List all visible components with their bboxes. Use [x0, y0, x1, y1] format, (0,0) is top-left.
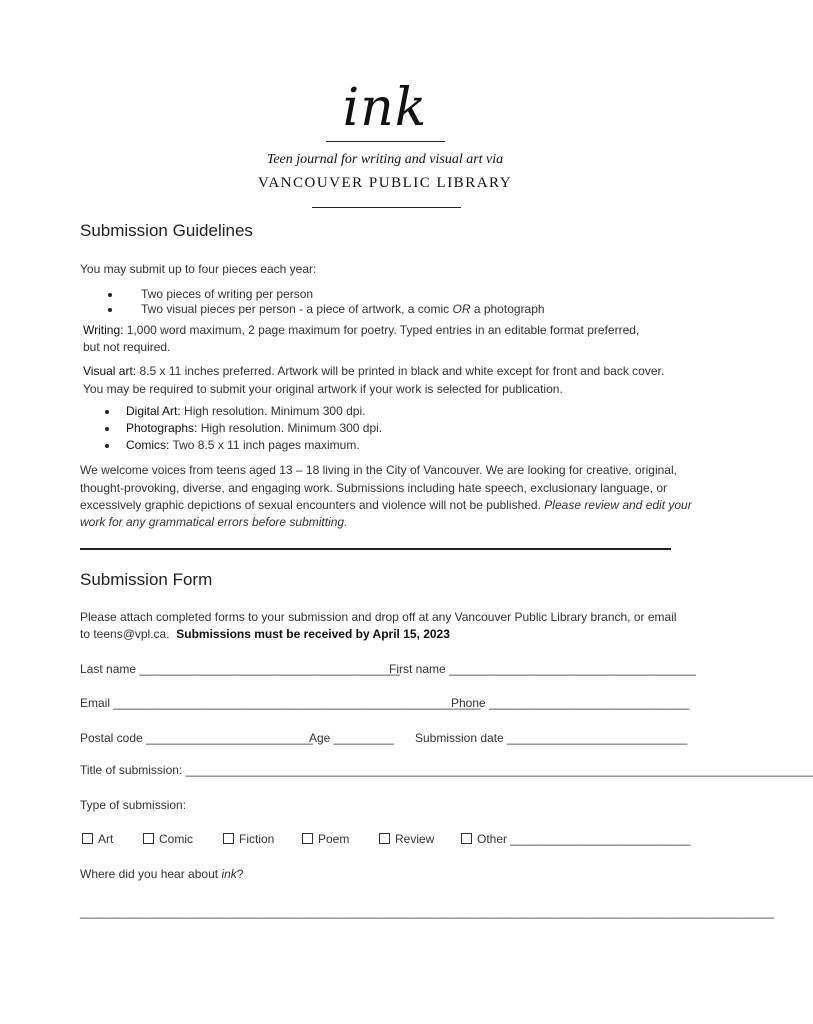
form-instructions-2	[80, 627, 450, 641]
ink-logo: ink	[342, 78, 428, 138]
library-name: VANCOUVER PUBLIC LIBRARY	[257, 175, 513, 191]
visual-item-text: High resolution. Minimum 300 dpi.	[180, 404, 366, 418]
checkbox-icon[interactable]	[223, 833, 234, 844]
hear-about-end: ?	[236, 867, 244, 881]
checkbox-label: Art	[98, 832, 114, 846]
form-deadline: Submissions must be received by April 15, 2023	[176, 627, 450, 641]
email-field[interactable]: Email _______________________________________________________	[80, 696, 481, 710]
writing-line-2: but not required.	[83, 340, 171, 354]
phone-field[interactable]: Phone ______________________________	[451, 696, 690, 710]
checkbox-label: Review	[395, 832, 435, 846]
form-title: Submission Form	[80, 570, 213, 589]
visual-label: Visual art:	[83, 364, 137, 378]
checkbox-icon[interactable]	[302, 833, 313, 844]
postal-code-field[interactable]: Postal code _________________________	[80, 731, 313, 745]
form-email-text: to teens@vpl.ca.	[80, 627, 170, 641]
checkbox-label: Comic	[159, 832, 194, 846]
checkbox-art[interactable]	[82, 832, 113, 846]
visual-item-digital	[126, 404, 365, 418]
checkbox-label: Poem	[318, 832, 350, 846]
checkbox-other[interactable]	[461, 832, 691, 846]
form-instructions-1: Please attach completed forms to your submission and drop off at any Vancouver Public Library branch, or email	[80, 610, 677, 624]
visual-line-1	[83, 364, 664, 378]
visual-item-text: Two 8.5 x 11 inch pages maximum.	[169, 438, 360, 452]
last-name-field[interactable]: Last name _______________________________________	[80, 662, 400, 676]
welcome-line-2: thought-provoking, diverse, and engaging work. Submissions including hate speech, exclusionary language, or	[80, 481, 668, 495]
submission-title-field[interactable]: Title of submission: ______________________________________________________________________________________________	[80, 763, 813, 777]
visual-item-label: Photographs:	[126, 421, 198, 435]
welcome-line-3	[80, 498, 692, 512]
checkbox-icon[interactable]	[461, 833, 472, 844]
checkbox-fiction[interactable]	[223, 832, 274, 846]
limit-writing: Two pieces of writing per person	[141, 287, 314, 301]
submission-date-field[interactable]: Submission date ___________________________	[415, 731, 688, 745]
limit-visual-text: Two visual pieces per person - a piece of artwork, a comic	[141, 302, 450, 316]
limit-visual	[141, 302, 545, 316]
logo-underline	[326, 141, 445, 142]
visual-line-2: You may be required to submit your original artwork if your work is selected for publication.	[83, 382, 563, 396]
type-of-submission-label: Type of submission:	[80, 798, 187, 812]
hear-about-text: Where did you hear about	[80, 867, 219, 881]
checkbox-poem[interactable]	[302, 832, 349, 846]
bullet	[108, 308, 112, 312]
writing-text: 1,000 word maximum, 2 page maximum for poetry. Typed entries in an editable format preferred,	[123, 323, 640, 337]
visual-item-text: High resolution. Minimum 300 dpi.	[197, 421, 383, 435]
age-field[interactable]: Age _________	[309, 731, 394, 745]
tagline: Teen journal for writing and visual art via	[266, 152, 504, 167]
writing-line-1	[83, 323, 639, 337]
hear-about-field[interactable]: ________________________________________________________________________________________________________	[80, 905, 775, 919]
hear-about-ink: ink	[221, 867, 237, 881]
visual-item-comics	[126, 438, 360, 452]
checkbox-label: Other ___________________________	[477, 832, 691, 846]
guidelines-title: Submission Guidelines	[80, 221, 253, 240]
visual-item-label: Digital Art:	[126, 404, 181, 418]
bullet	[105, 444, 109, 448]
guidelines-intro: You may submit up to four pieces each year:	[80, 262, 317, 276]
writing-label: Writing:	[83, 323, 124, 337]
welcome-line-4: work for any grammatical errors before submitting.	[80, 515, 348, 529]
limit-visual-photo: a photograph	[473, 302, 545, 316]
checkbox-icon[interactable]	[143, 833, 154, 844]
visual-item-photographs	[126, 421, 382, 435]
welcome-italic: Please review and edit your	[544, 498, 692, 512]
section-divider	[80, 548, 671, 550]
limit-visual-or: OR	[452, 302, 471, 316]
first-name-field[interactable]: First name _____________________________________	[389, 662, 696, 676]
checkbox-icon[interactable]	[82, 833, 93, 844]
hear-about-label	[80, 867, 243, 881]
header-rule	[312, 207, 461, 208]
visual-item-label: Comics:	[126, 438, 170, 452]
visual-text: 8.5 x 11 inches preferred. Artwork will be printed in black and white except for front and back cover.	[136, 364, 665, 378]
bullet	[108, 293, 112, 297]
welcome-text: excessively graphic depictions of sexual encounters and violence will not be published.	[80, 498, 541, 512]
checkbox-comic[interactable]	[143, 832, 193, 846]
checkbox-review[interactable]	[379, 832, 434, 846]
checkbox-label: Fiction	[239, 832, 275, 846]
welcome-line-1: We welcome voices from teens aged 13 – 18 living in the City of Vancouver. We are looking for creative, original,	[80, 463, 677, 477]
checkbox-icon[interactable]	[379, 833, 390, 844]
bullet	[105, 427, 109, 431]
bullet	[105, 410, 109, 414]
